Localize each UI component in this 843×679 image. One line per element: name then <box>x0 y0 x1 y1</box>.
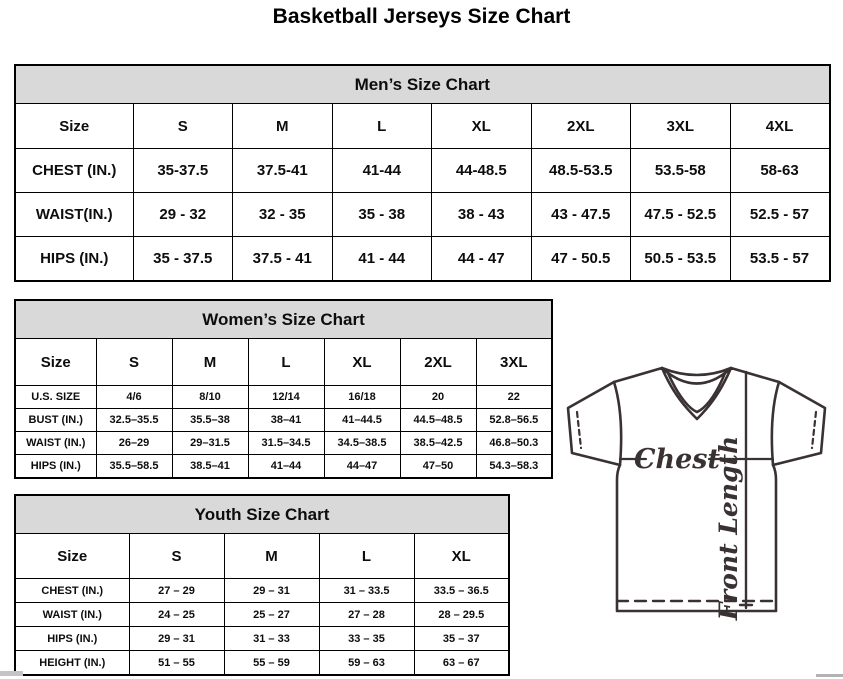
row-label: HEIGHT (IN.) <box>15 651 129 676</box>
size-value-cell: 26–29 <box>96 432 172 455</box>
size-value-cell: 41-44 <box>332 149 432 193</box>
size-value-cell: 44–47 <box>324 455 400 479</box>
size-value-cell: 52.8–56.5 <box>476 409 552 432</box>
mens-size-chart-table <box>14 64 831 282</box>
table-title-row <box>15 65 830 104</box>
column-header: M <box>224 534 319 579</box>
row-label: HIPS (IN.) <box>15 627 129 651</box>
table-title-row <box>15 495 509 534</box>
jersey-outline <box>568 368 825 611</box>
column-header: S <box>133 104 233 149</box>
youth-size-chart-table <box>14 494 510 676</box>
size-value-cell: 37.5 - 41 <box>233 237 333 282</box>
size-value-cell: 31 – 33 <box>224 627 319 651</box>
womens-size-chart-table <box>14 299 553 479</box>
column-header: S <box>129 534 224 579</box>
left-sleeve-seam <box>614 382 621 465</box>
right-sleeve-seam <box>772 382 779 465</box>
size-value-cell: 20 <box>400 386 476 409</box>
table-row <box>15 386 552 409</box>
size-value-cell: 35 - 38 <box>332 193 432 237</box>
size-value-cell: 8/10 <box>172 386 248 409</box>
column-header: L <box>248 339 324 386</box>
size-value-cell: 32.5–35.5 <box>96 409 172 432</box>
size-value-cell: 54.3–58.3 <box>476 455 552 479</box>
table-row <box>15 237 830 282</box>
column-header: Size <box>15 104 133 149</box>
page-title: Basketball Jerseys Size Chart <box>272 5 571 28</box>
row-label: WAIST(IN.) <box>15 193 133 237</box>
size-value-cell: 44-48.5 <box>432 149 532 193</box>
size-value-cell: 34.5–38.5 <box>324 432 400 455</box>
row-label: HIPS (IN.) <box>15 455 96 479</box>
size-value-cell: 16/18 <box>324 386 400 409</box>
size-value-cell: 47 - 50.5 <box>531 237 631 282</box>
row-label: BUST (IN.) <box>15 409 96 432</box>
column-header: Size <box>15 534 129 579</box>
size-value-cell: 27 – 28 <box>319 603 414 627</box>
horizontal-scrollbar-fragment-right[interactable] <box>816 674 843 677</box>
size-value-cell: 29–31.5 <box>172 432 248 455</box>
row-label: U.S. SIZE <box>15 386 96 409</box>
size-value-cell: 38.5–42.5 <box>400 432 476 455</box>
size-value-cell: 33 – 35 <box>319 627 414 651</box>
size-value-cell: 25 – 27 <box>224 603 319 627</box>
size-value-cell: 41–44 <box>248 455 324 479</box>
size-value-cell: 29 – 31 <box>129 627 224 651</box>
size-value-cell: 38–41 <box>248 409 324 432</box>
table-header-row <box>15 534 509 579</box>
column-header: 2XL <box>531 104 631 149</box>
chest-measure-label: Chest <box>634 444 720 475</box>
column-header: 3XL <box>476 339 552 386</box>
size-value-cell: 53.5-58 <box>631 149 731 193</box>
column-header: L <box>319 534 414 579</box>
size-value-cell: 47.5 - 52.5 <box>631 193 731 237</box>
size-value-cell: 51 – 55 <box>129 651 224 676</box>
collar-top-curve <box>662 368 731 375</box>
jersey-diagram <box>556 358 840 624</box>
size-value-cell: 55 – 59 <box>224 651 319 676</box>
size-value-cell: 28 – 29.5 <box>414 603 509 627</box>
size-value-cell: 33.5 – 36.5 <box>414 579 509 603</box>
table-row <box>15 149 830 193</box>
size-value-cell: 44 - 47 <box>432 237 532 282</box>
left-sleeve-stitch-line <box>577 412 581 448</box>
row-label: WAIST (IN.) <box>15 432 96 455</box>
column-header: S <box>96 339 172 386</box>
size-value-cell: 47–50 <box>400 455 476 479</box>
table-row <box>15 651 509 676</box>
column-header: 3XL <box>631 104 731 149</box>
row-label: HIPS (IN.) <box>15 237 133 282</box>
size-value-cell: 41 - 44 <box>332 237 432 282</box>
column-header: 2XL <box>400 339 476 386</box>
size-value-cell: 4/6 <box>96 386 172 409</box>
size-value-cell: 35.5–38 <box>172 409 248 432</box>
size-value-cell: 43 - 47.5 <box>531 193 631 237</box>
size-value-cell: 22 <box>476 386 552 409</box>
column-header: XL <box>432 104 532 149</box>
size-value-cell: 35-37.5 <box>133 149 233 193</box>
size-value-cell: 12/14 <box>248 386 324 409</box>
size-value-cell: 29 - 32 <box>133 193 233 237</box>
column-header: Size <box>15 339 96 386</box>
table-title-row <box>15 300 552 339</box>
column-header: XL <box>414 534 509 579</box>
table-row <box>15 455 552 479</box>
size-value-cell: 58-63 <box>730 149 830 193</box>
size-value-cell: 44.5–48.5 <box>400 409 476 432</box>
table-row <box>15 409 552 432</box>
table-header-row <box>15 339 552 386</box>
size-value-cell: 27 – 29 <box>129 579 224 603</box>
size-value-cell: 48.5-53.5 <box>531 149 631 193</box>
size-value-cell: 31 – 33.5 <box>319 579 414 603</box>
column-header: L <box>332 104 432 149</box>
column-header: 4XL <box>730 104 830 149</box>
size-value-cell: 53.5 - 57 <box>730 237 830 282</box>
size-value-cell: 38 - 43 <box>432 193 532 237</box>
table-header-row <box>15 104 830 149</box>
size-value-cell: 59 – 63 <box>319 651 414 676</box>
size-value-cell: 38.5–41 <box>172 455 248 479</box>
row-label: CHEST (IN.) <box>15 579 129 603</box>
size-value-cell: 32 - 35 <box>233 193 333 237</box>
youth-chart-title: Youth Size Chart <box>15 495 509 534</box>
size-value-cell: 46.8–50.3 <box>476 432 552 455</box>
table-row <box>15 432 552 455</box>
size-value-cell: 24 – 25 <box>129 603 224 627</box>
size-value-cell: 35.5–58.5 <box>96 455 172 479</box>
table-row <box>15 193 830 237</box>
column-header: XL <box>324 339 400 386</box>
size-value-cell: 37.5-41 <box>233 149 333 193</box>
column-header: M <box>172 339 248 386</box>
horizontal-scrollbar-fragment-left[interactable] <box>0 671 23 676</box>
size-value-cell: 29 – 31 <box>224 579 319 603</box>
row-label: WAIST (IN.) <box>15 603 129 627</box>
size-value-cell: 31.5–34.5 <box>248 432 324 455</box>
size-value-cell: 41–44.5 <box>324 409 400 432</box>
row-label: CHEST (IN.) <box>15 149 133 193</box>
size-value-cell: 35 - 37.5 <box>133 237 233 282</box>
size-value-cell: 63 – 67 <box>414 651 509 676</box>
table-row <box>15 579 509 603</box>
table-row <box>15 603 509 627</box>
front-length-measure-label: Front Length <box>714 435 743 621</box>
table-row <box>15 627 509 651</box>
size-value-cell: 50.5 - 53.5 <box>631 237 731 282</box>
size-value-cell: 35 – 37 <box>414 627 509 651</box>
right-sleeve-stitch-line <box>812 412 816 448</box>
womens-chart-title: Women’s Size Chart <box>15 300 552 339</box>
column-header: M <box>233 104 333 149</box>
size-value-cell: 52.5 - 57 <box>730 193 830 237</box>
mens-chart-title: Men’s Size Chart <box>15 65 830 104</box>
